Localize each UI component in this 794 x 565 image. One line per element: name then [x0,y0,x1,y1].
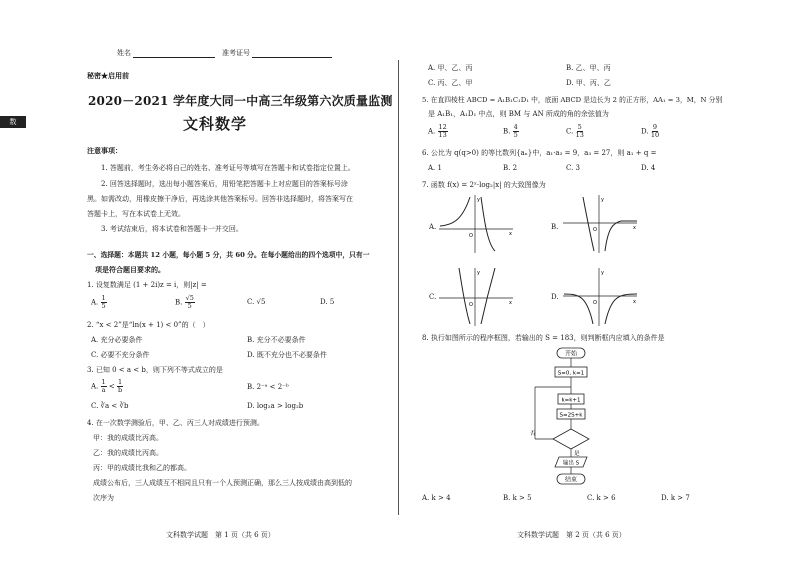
q5-option-d: D. $\frac{9}{10}$ [641,123,660,139]
fraction: $\frac{√5}{5}$ [185,294,194,310]
exam-title: 2020－2021 学年度大同一中高三年级第六次质量监测 [88,94,393,108]
q3-stem: 3. 已知 0 < a < b，则下列不等式成立的是 [87,366,223,374]
notice-line-5: 3. 考试结束后，将本试卷和答题卡一并交回。 [101,225,243,233]
q5-stem-2: 是 A₁B₁，A₁D₁ 中点，则 BM 与 AN 所成的角的余弦值为 [428,110,609,118]
name-blank [133,50,215,58]
notice-line-4: 答题卡上，写在本试卷上无效。 [87,210,185,218]
q3-option-c: C. ∛a < ∛b [91,402,129,410]
ticket-field [222,49,332,58]
fraction: $\frac{1}{5}$ [101,294,106,310]
ticket-label: 准考证号 [222,49,250,57]
fraction: $\frac{1}{a}$ [101,378,106,394]
q5-option-b: B. $\frac{4}{5}$ [503,123,518,139]
q8-flowchart [527,345,617,490]
flow-step1-text: k=k+1 [561,397,581,404]
q4-tail-1: 成绩公布后，三人成绩互不相同且只有一个人预测正确，那么三人按成绩由高到低的 [93,479,352,487]
name-field [117,49,215,58]
notice-line-2: 2. 回答选择题时，选出每小题答案后，用铅笔把答题卡上对应题目的答案标号涂 [101,180,348,188]
q7-option-c-label: C. [429,293,437,301]
secret-mark: 秘密★启用前 [87,71,129,80]
q3-option-a: A. $\frac{1}{a}$ < $\frac{1}{b}$ [91,378,123,394]
q5-option-a: A. $\frac{12}{13}$ [428,123,447,139]
q2-option-a: A. 充分必要条件 [91,336,143,344]
q4-tail-2: 次序为 [93,494,114,502]
q4-yi: 乙：我的成绩比丙高。 [93,449,163,457]
q1-stem: 1. 设复数满足 (1 + 2i)z = i，则|z| = [87,281,207,289]
axis-y-label: y [477,270,480,276]
origin-label: O [593,227,597,233]
section-heading-1: 一、选择题：本题共 12 小题，每小题 5 分，共 60 分。在每小题给出的四个选项中，只有一 [87,251,370,259]
q4-stem: 4. 在一次数学测验后，甲、乙、丙三人对成绩进行预测。 [87,419,264,427]
fraction: $\frac{1}{b}$ [117,378,123,394]
ticket-blank [252,50,332,58]
axis-x-label: x [633,225,636,231]
section-heading-2: 项是符合题目要求的。 [95,265,165,274]
q6-option-c: C. 3 [566,164,581,172]
q2-stem: 2. “x < 2”是“ln(x + 1) < 0”的（ ） [87,321,210,329]
origin-label: O [469,233,473,239]
page-footer-right: 文科数学试题 第 2 页（共 6 页） [517,531,626,539]
axis-y-label: y [601,197,604,203]
q8-option-b: B. k > 5 [503,494,532,502]
q1-option-d: D. 5 [320,298,335,306]
flow-step2-text: S=2S+k [559,412,583,419]
q2-option-c: C. 必要不充分条件 [91,351,150,359]
q8-stem: 8. 执行如图所示的程序框图，若输出的 S = 183，则判断框内应填入的条件是 [422,334,665,342]
q6-stem: 6. 公比为 q(q>0) 的等比数列{aₙ}中，a₁·a₃ = 9，a₃ = 27，则 a₁ + q = [422,149,657,157]
q4-bing: 丙：甲的成绩比我和乙的都高。 [93,464,191,472]
side-tab: 数 [0,116,26,128]
q4-option-c: C. 丙、乙、甲 [428,79,473,87]
q5-stem-1: 5. 在直四棱柱 ABCD = A₁B₁C₁D₁ 中，底面 ABCD 是边长为 2 的正方形，AA₁ = 3，M，N 分别 [422,96,723,104]
q4-option-a: A. 甲、乙、丙 [428,64,473,72]
axis-y-label: y [477,197,480,203]
fraction: $\frac{12}{13}$ [438,123,447,139]
q6-option-a: A. 1 [428,164,442,172]
q7-option-d-label: D. [551,293,559,301]
axis-x-label: x [509,300,512,306]
page-footer-left: 文科数学试题 第 1 页（共 6 页） [166,531,275,539]
q8-option-c: C. k > 6 [587,494,616,502]
notice-line-1: 1. 答题前，考生务必将自己的姓名、准考证号等填写在答题卡和试卷指定位置上。 [101,164,355,172]
q6-option-b: B. 2 [503,164,518,172]
axis-y-label: y [601,270,604,276]
q7-graph-c [437,266,517,328]
axis-x-label: x [633,299,636,305]
q2-option-b: B. 充分不必要条件 [247,336,306,344]
flow-init-text: S=0, k=1 [557,370,585,377]
axis-x-label: x [509,231,512,237]
right-page [397,0,794,565]
q8-option-a: A. k > 4 [422,494,451,502]
q7-graph-d [561,266,641,328]
q7-option-a-label: A. [429,223,437,231]
q7-graph-a [437,193,517,255]
notice-line-3: 黑。如需改动，用橡皮擦干净后，再选涂其他答案标号。回答非选择题时，将答案写在 [87,195,353,203]
origin-label: O [593,300,597,306]
q7-graph-b [561,193,641,255]
q1-option-a: A. $\frac{1}{5}$ [91,294,106,310]
fraction: $\frac{9}{10}$ [650,123,660,139]
q6-option-d: D. 4 [641,164,656,172]
q1-option-b: B. $\frac{√5}{5}$ [175,294,194,310]
flow-start-text: 开始 [564,350,578,358]
q3-option-b: B. 2⁻ᵃ < 2⁻ᵇ [247,383,289,391]
q5-option-c: C. $\frac{5}{13}$ [566,123,584,139]
flow-decision-shape [553,429,589,449]
origin-label: O [469,302,473,308]
q3-option-d: D. log₂a > log₂b [247,402,304,410]
flow-no-label: 否 [530,431,536,437]
q2-option-d: D. 既不充分也不必要条件 [247,351,327,359]
q8-option-d: D. k > 7 [661,494,690,502]
notice-title: 注意事项： [87,146,122,155]
flow-output-text: 输出 S [562,460,580,467]
fraction: $\frac{4}{5}$ [513,123,518,139]
flow-end-text: 结束 [564,476,578,484]
flow-yes-label: 是 [574,451,580,457]
subject-title: 文科数学 [183,115,248,133]
q1-option-c: C. √5 [247,298,266,306]
fraction: $\frac{5}{13}$ [575,123,584,139]
q7-stem: 7. 函数 f(x) = 2ˣ·log₂|x| 的大致图像为 [422,181,546,189]
q4-option-b: B. 乙、甲、丙 [566,64,611,72]
q4-option-d: D. 甲、丙、乙 [566,79,611,87]
q7-option-b-label: B. [551,223,559,231]
q4-jia: 甲：我的成绩比丙高。 [93,434,163,442]
name-label: 姓名 [117,49,131,57]
